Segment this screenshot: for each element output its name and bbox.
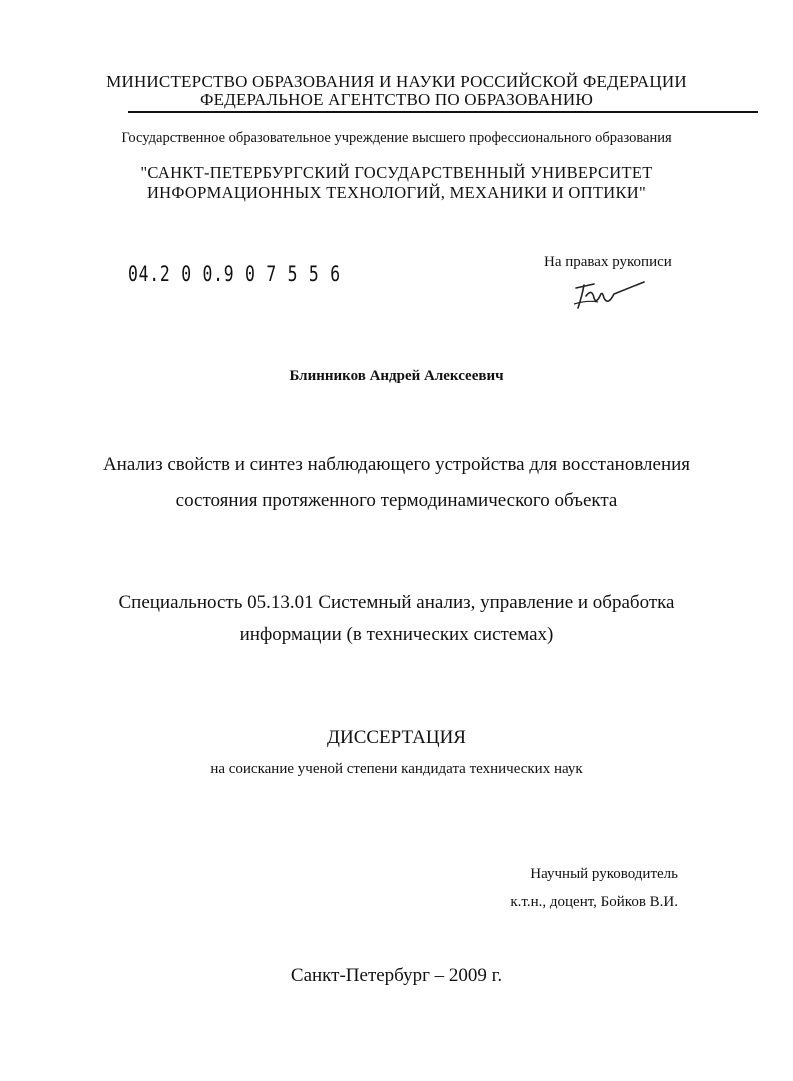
signature-icon xyxy=(568,274,648,319)
manuscript-note: На правах рукописи xyxy=(544,254,672,270)
degree-line: на соискание ученой степени кандидата технических наук xyxy=(210,761,583,777)
library-stamp-number: 04.2 0 0.9 0 7 5 5 6 xyxy=(128,262,341,286)
university-line-1: "САНКТ-ПЕТЕРБУРГСКИЙ ГОСУДАРСТВЕННЫЙ УНИВЕРСИТЕТ xyxy=(140,163,653,182)
supervisor-name: к.т.н., доцент, Бойков В.И. xyxy=(510,894,678,910)
supervisor-block xyxy=(0,860,678,916)
document-type: ДИССЕРТАЦИЯ xyxy=(327,727,466,748)
city-year: Санкт-Петербург – 2009 г. xyxy=(290,965,503,986)
header-divider xyxy=(128,111,758,113)
ministry-line-2: ФЕДЕРАЛЬНОЕ АГЕНТСТВО ПО ОБРАЗОВАНИЮ xyxy=(199,90,594,109)
ministry-header xyxy=(0,73,793,109)
title-line-1: Анализ свойств и синтез наблюдающего устройства для восстановления xyxy=(102,454,691,475)
supervisor-label: Научный руководитель xyxy=(530,866,678,882)
university-name xyxy=(0,163,793,203)
dissertation-title xyxy=(0,447,793,519)
institution-type: Государственное образовательное учреждение высшего профессионального образования xyxy=(121,130,672,146)
specialty-line-2: информации (в технических системах) xyxy=(239,624,554,645)
ministry-line-1: МИНИСТЕРСТВО ОБРАЗОВАНИЯ И НАУКИ РОССИЙСКОЙ ФЕДЕРАЦИИ xyxy=(106,72,687,91)
university-line-2: ИНФОРМАЦИОННЫХ ТЕХНОЛОГИЙ, МЕХАНИКИ И ОПТИКИ" xyxy=(146,183,647,202)
author-name: Блинников Андрей Алексеевич xyxy=(289,368,504,384)
specialty-line-1: Специальность 05.13.01 Системный анализ, управление и обработка xyxy=(118,592,675,613)
title-line-2: состояния протяженного термодинамического объекта xyxy=(175,490,618,511)
specialty xyxy=(0,587,793,651)
